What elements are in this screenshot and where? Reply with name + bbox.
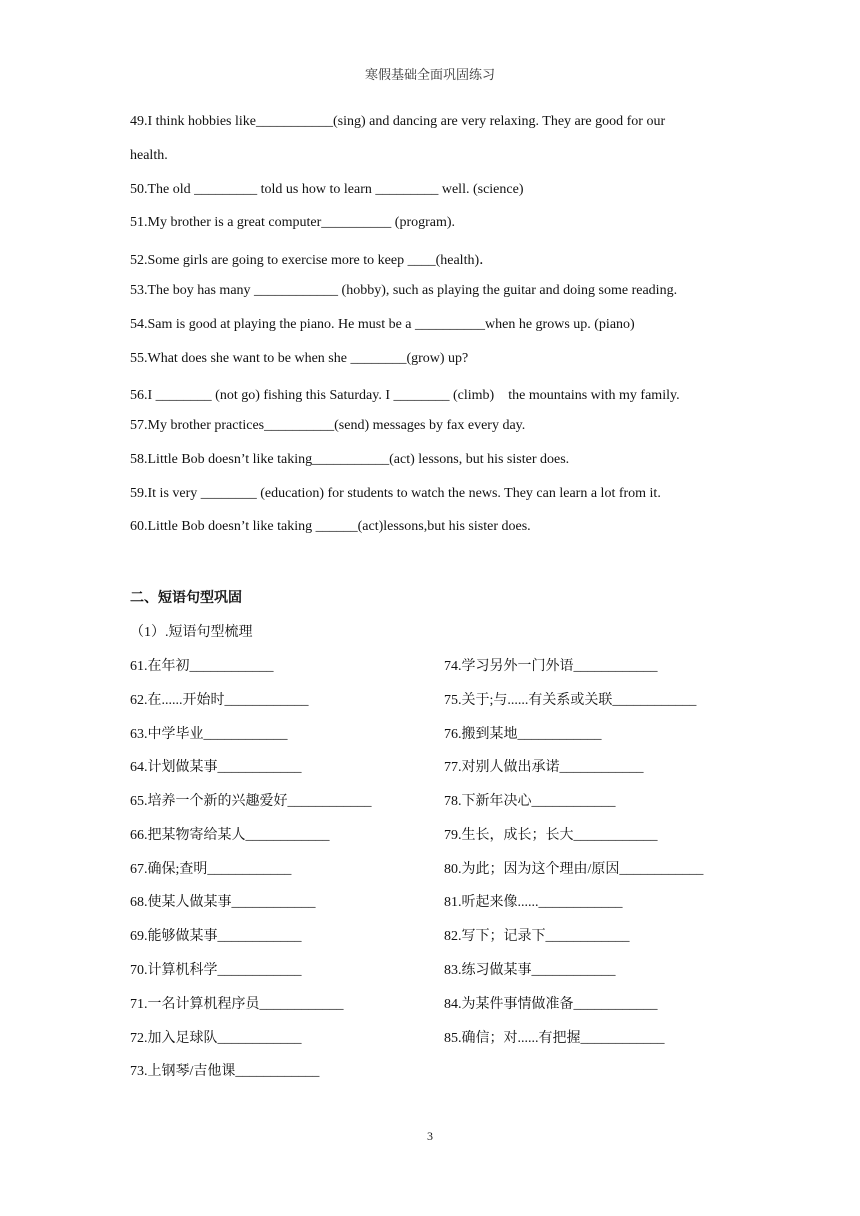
phrase-item: 66.把某物寄给某人____________ [130, 828, 330, 843]
question-54: 54.Sam is good at playing the piano. He must be a __________when he grows up. (piano) [130, 317, 635, 332]
question-52: 52.Some girls are going to exercise more to keep ____(health)． [130, 253, 494, 268]
question-60: 60.Little Bob doesn’t like taking ______(act)lessons,but his sister does. [130, 519, 531, 534]
page-header: 寒假基础全面巩固练习 [364, 67, 495, 82]
phrase-item: 68.使某人做某事____________ [130, 895, 316, 910]
phrase-item: 76.搬到某地____________ [444, 727, 602, 742]
phrase-item: 70.计算机科学____________ [130, 963, 302, 978]
question-59: 59.It is very ________ (education) for students to watch the news. They can learn a lot from it. [130, 486, 661, 501]
phrase-item: 79.生长，成长；长大____________ [444, 828, 658, 843]
phrase-item: 75.关于;与......有关系或关联____________ [444, 693, 697, 708]
phrase-item: 85.确信；对......有把握____________ [444, 1031, 665, 1046]
question-53: 53.The boy has many ____________ (hobby), such as playing the guitar and doing some reading. [130, 283, 678, 298]
phrase-item: 82.写下；记录下____________ [444, 929, 630, 944]
question-49: 49.I think hobbies like___________(sing) and dancing are very relaxing. They are good for our [130, 114, 666, 129]
page-number: 3 [427, 1129, 433, 1143]
question-56: 56.I ________ (not go) fishing this Saturday. I ________ (climb) the mountains with my family. [130, 388, 680, 403]
section-title: 二、短语句型巩固 [130, 590, 242, 606]
question-57: 57.My brother practices__________(send) messages by fax every day. [130, 418, 526, 433]
phrase-item: 73.上钢琴/吉他课____________ [130, 1064, 320, 1079]
phrase-item: 83.练习做某事____________ [444, 963, 616, 978]
section-subtitle: （1）.短语句型梳理 [130, 625, 253, 640]
phrase-item: 61.在年初____________ [130, 659, 274, 674]
phrase-item: 69.能够做某事____________ [130, 929, 302, 944]
question-49-cont: health. [130, 148, 168, 163]
question-50: 50.The old _________ told us how to learn _________ well. (science) [130, 182, 524, 197]
question-51: 51.My brother is a great computer__________ (program). [130, 215, 456, 230]
phrase-item: 78.下新年决心____________ [444, 794, 616, 809]
phrase-item: 77.对别人做出承诺____________ [444, 760, 644, 775]
question-58: 58.Little Bob doesn’t like taking___________(act) lessons, but his sister does. [130, 452, 570, 467]
question-55: 55.What does she want to be when she ________(grow) up? [130, 351, 469, 366]
phrase-item: 80.为此；因为这个理由/原因____________ [444, 862, 704, 877]
phrase-item: 84.为某件事情做准备____________ [444, 997, 658, 1012]
phrase-item: 67.确保;查明____________ [130, 862, 292, 877]
phrase-item: 74.学习另外一门外语____________ [444, 659, 658, 674]
phrase-item: 81.听起来像......____________ [444, 895, 623, 910]
phrase-item: 64.计划做某事____________ [130, 760, 302, 775]
phrase-item: 71.一名计算机程序员____________ [130, 997, 344, 1012]
phrase-item: 63.中学毕业____________ [130, 727, 288, 742]
phrase-item: 65.培养一个新的兴趣爱好____________ [130, 794, 372, 809]
phrase-item: 72.加入足球队____________ [130, 1031, 302, 1046]
phrase-item: 62.在......开始时____________ [130, 693, 309, 708]
